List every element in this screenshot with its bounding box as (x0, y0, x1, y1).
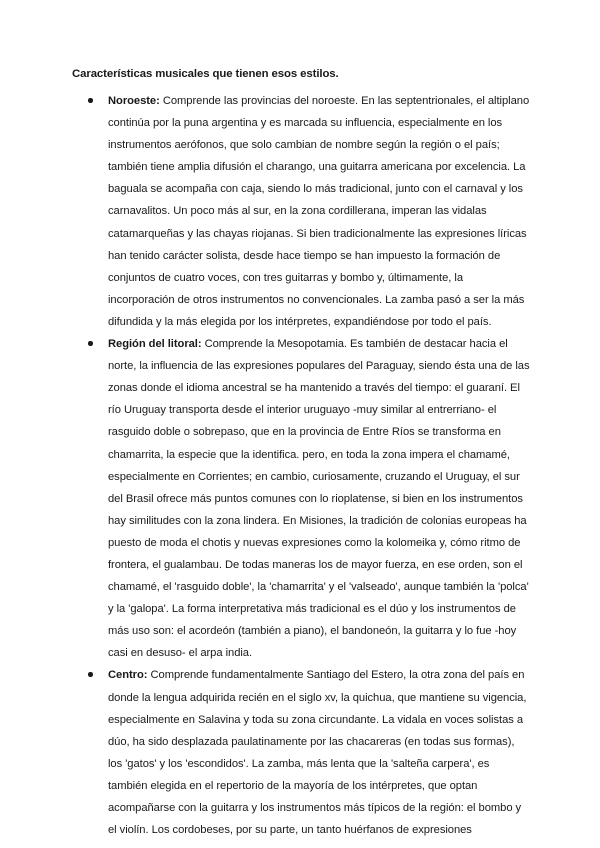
bullet-icon (88, 341, 93, 346)
list-item-noroeste (72, 90, 530, 333)
list-item-text (108, 664, 530, 841)
list-item-text (108, 333, 530, 664)
list-item-body: Comprende las provincias del noroeste. En las septentrionales, el altiplano continúa por la puna argentina y es marcada su influencia, especialmente en los instrumentos aerófonos, que solo cambian de nombre según la región o el país; también tiene amplia difusión el charango, una guitarra americana por excelencia. La baguala se acompaña con caja, siendo lo más tradicional, junto con el carnaval y los carnavalitos. Un poco más al sur, en la zona cordillerana, imperan las vidalas catamarqueñas y las chayas riojanas. Si bien tradicionalmente las expresiones líricas han tenido carácter solista, desde hace tiempo se han impuesto la formación de conjuntos de cuatro voces, con tres guitarras y bombo y, últimamente, la incorporación de otros instrumentos no convencionales. La zamba pasó a ser la más difundida y la más elegida por los intérpretes, expandiéndose por todo el país. (108, 95, 530, 328)
list-item-litoral (72, 333, 530, 664)
list-item-body: Comprende fundamentalmente Santiago del Estero, la otra zona del país en donde la lengua adquirida recién en el siglo xv, la quichua, que mantiene su vigencia, especialmente en Salavina y toda su zona circundante. La vidala en voces solistas a dúo, ha sido desplazada paulatinamente por las chacareras (en todas sus formas), los 'gatos' y los 'escondidos'. La zamba, más lenta que la 'salteña carpera', es también elegida en el repertorio de la mayoría de los intérpretes, que optan acompañarse con la guitarra y los instrumentos más típicos de la región: el bombo y el violín. Los cordobeses, por su parte, un tanto huérfanos de expresiones (108, 669, 527, 837)
bullet-icon (88, 98, 93, 103)
list-item-centro (72, 664, 530, 841)
bullet-list (72, 90, 530, 841)
document-page (72, 64, 530, 841)
list-item-term: Región del litoral: (108, 338, 202, 351)
bullet-icon (88, 672, 93, 677)
section-heading: Características musicales que tienen esos estilos. (72, 68, 339, 80)
list-item-term: Centro: (108, 669, 148, 682)
list-item-body: Comprende la Mesopotamia. Es también de destacar hacia el norte, la influencia de las expresiones populares del Paraguay, siendo ésta una de las zonas donde el idioma ancestral se ha mantenido a través del tiempo: el guaraní. El río Uruguay transporta desde el interior uruguayo -muy similar al entrerriano- el rasguido doble o sobrepaso, que en la provincia de Entre Ríos se transforma en chamarrita, la especie que la identifica. pero, en toda la zona impera el chamamé, especialmente en Corrientes; en cambio, curiosamente, cruzando el Uruguay, el sur del Brasil ofrece más puntos comunes con lo rioplatense, si bien en los instrumentos hay similitudes con la zona lindera. En Misiones, la tradición de colonias europeas ha puesto de moda el chotis y nuevas expresiones como la kolomeika y, cómo ritmo de frontera, el gualambau. De todas maneras los de mayor fuerza, en ese orden, son el chamamé, el 'rasguido doble', la 'chamarrita' y el 'valseado', aunque también la 'polca' y la 'galopa'. La forma interpretativa más tradicional es el dúo y los instrumentos de más uso son: el acordeón (también a piano), el bandoneón, la guitarra y lo fue -hoy casi en desuso- el arpa india. (108, 338, 530, 660)
list-item-text (108, 90, 530, 333)
list-item-term: Noroeste: (108, 95, 160, 107)
